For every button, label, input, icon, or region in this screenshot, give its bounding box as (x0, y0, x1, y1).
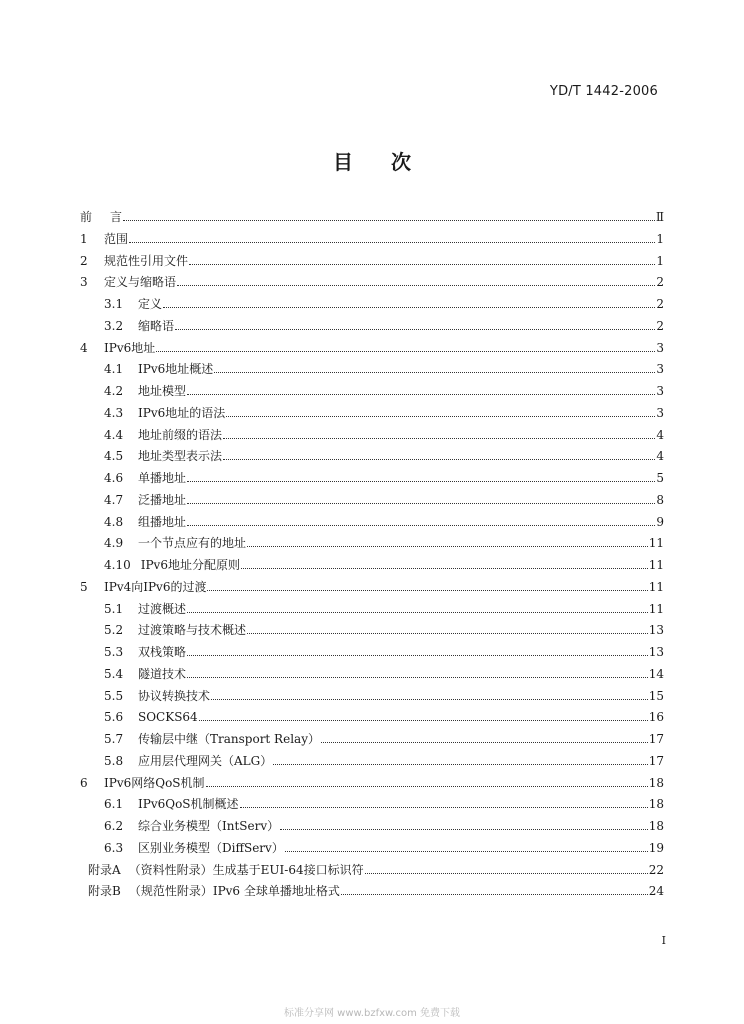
toc-entry-page: 3 (656, 405, 664, 420)
toc-entry-page: 9 (656, 514, 664, 529)
toc-leader-dots (187, 494, 655, 504)
toc-entry-label: IPv6网络QoS机制 (104, 775, 205, 790)
toc-entry-number: 5.4 (104, 666, 124, 681)
toc-leader-dots (365, 864, 648, 874)
toc-entry-label: 单播地址 (138, 471, 187, 485)
toc-entry[interactable] (104, 791, 664, 811)
toc-entry-label: 隧道技术 (138, 666, 187, 681)
toc-entry-number: 4.4 (104, 427, 124, 442)
toc-entry[interactable] (104, 617, 664, 637)
toc-entry-number: 3.2 (104, 318, 124, 333)
toc-leader-dots (129, 233, 655, 243)
toc-entry-number: 5.8 (104, 753, 124, 768)
toc-entry-label: 过渡概述 (138, 601, 187, 616)
toc-entry-label: 双栈策略 (138, 645, 187, 659)
toc-entry-number: 附录A (88, 862, 121, 877)
toc-entry-page: 4 (656, 427, 664, 442)
toc-entry[interactable] (104, 378, 664, 398)
toc-entry[interactable] (80, 204, 664, 224)
title-char-1: 目 (333, 150, 353, 174)
toc-entry-number: 2 (80, 253, 88, 268)
toc-entry-page: 11 (648, 601, 664, 616)
toc-entry-number: 4.8 (104, 514, 124, 529)
toc-entry-page: 4 (656, 449, 664, 464)
toc-entry[interactable] (104, 487, 664, 507)
toc-entry[interactable] (80, 770, 664, 790)
toc-entry-number: 5.3 (104, 645, 124, 659)
page-number: I (661, 934, 666, 947)
toc-entry-label: IPv4向IPv6的过渡 (104, 579, 207, 594)
toc-leader-dots (214, 363, 655, 373)
toc-entry-page: 18 (648, 775, 664, 790)
toc-entry-number: 前 (80, 210, 93, 224)
toc-entry-page: 1 (656, 253, 664, 268)
standard-code: YD/T 1442-2006 (549, 84, 658, 99)
toc-entry[interactable] (104, 443, 664, 463)
toc-entry-label: 组播地址 (138, 514, 187, 529)
toc-entry-page: 3 (656, 340, 664, 355)
toc-entry-number: 4 (80, 340, 88, 355)
toc-entry-number: 3.1 (104, 297, 124, 311)
toc-entry-number: 6.1 (104, 797, 124, 812)
toc-entry-number: 4.7 (104, 492, 124, 507)
toc-leader-dots (280, 820, 648, 830)
toc-leader-dots (187, 516, 655, 526)
toc-entry-number: 5 (80, 579, 88, 594)
toc-leader-dots (247, 624, 648, 634)
toc-leader-dots (187, 646, 648, 656)
toc-entry-label: IPv6地址概述 (138, 362, 214, 377)
toc-entry-page: 24 (648, 884, 664, 899)
toc-entry[interactable] (80, 226, 664, 246)
toc-entry-label: 言 (110, 210, 123, 224)
toc-entry-page: 19 (648, 840, 664, 855)
toc-leader-dots (187, 385, 655, 395)
toc-entry-page: 11 (648, 558, 664, 572)
toc-entry[interactable] (80, 574, 664, 594)
toc-entry-page: 14 (648, 666, 664, 681)
toc-entry-label: 过渡策略与技术概述 (138, 623, 247, 638)
toc-leader-dots (285, 842, 648, 852)
toc-leader-dots (273, 755, 647, 765)
toc-entry[interactable] (104, 313, 664, 333)
toc-entry-page: 1 (656, 231, 664, 246)
toc-entry-number: 4.3 (104, 405, 124, 420)
toc-entry-label: 范围 (104, 231, 129, 246)
toc-entry-label: 地址模型 (138, 384, 187, 398)
toc-entry-label: 区别业务模型（DiffServ） (138, 840, 284, 855)
toc-entry-number: 3 (80, 275, 88, 290)
toc-entry[interactable] (104, 356, 664, 376)
toc-entry-page: 13 (648, 645, 664, 659)
toc-entry-number: 5.1 (104, 601, 124, 616)
toc-entry-page: 11 (648, 536, 664, 551)
toc-entry-label: IPv6地址的语法 (138, 405, 226, 420)
toc-entry-page: 5 (656, 471, 664, 485)
toc-leader-dots (175, 320, 655, 330)
toc-leader-dots (187, 668, 648, 678)
toc-entry-label: 应用层代理网关（ALG） (138, 753, 273, 768)
toc-entry-number: 附录B (88, 884, 121, 899)
toc-leader-dots (123, 211, 655, 221)
toc-leader-dots (207, 581, 647, 591)
toc-entry-label: IPv6地址 (104, 340, 156, 355)
toc-entry-label: （规范性附录）IPv6 全球单播地址格式 (128, 884, 340, 899)
toc-entry-number: 4.9 (104, 536, 124, 551)
toc-entry-number: 5.6 (104, 710, 124, 725)
toc-entry-number: 4.5 (104, 449, 124, 464)
toc-entry-page: 16 (648, 710, 664, 725)
toc-entry-page: 11 (648, 579, 664, 594)
toc-entry[interactable] (104, 704, 664, 724)
toc-entry-label: SOCKS64 (138, 710, 198, 725)
toc-entry-page: Ⅱ (655, 210, 664, 224)
toc-entry-label: 综合业务模型（IntServ） (138, 819, 280, 833)
toc-entry[interactable] (104, 639, 664, 659)
toc-entry-label: 一个节点应有的地址 (138, 536, 247, 551)
toc-entry[interactable] (104, 291, 664, 311)
toc-entry-page: 15 (648, 688, 664, 703)
toc-entry[interactable] (104, 726, 664, 746)
toc-entry-page: 13 (648, 623, 664, 638)
toc-entry-number: 5.5 (104, 688, 124, 703)
toc-entry[interactable] (104, 422, 664, 442)
toc-entry[interactable] (104, 835, 664, 855)
toc-entry-page: 8 (656, 492, 664, 507)
toc-entry-number: 4.2 (104, 384, 124, 398)
toc-leader-dots (187, 472, 655, 482)
toc-entry[interactable] (104, 683, 664, 703)
toc-entry[interactable] (104, 400, 664, 420)
toc-leader-dots (156, 342, 655, 352)
watermark-text: 标准分享网 www.bzfxw.com 免费下载 (284, 1008, 460, 1019)
toc-entry-page: 3 (656, 362, 664, 377)
toc-entry-label: 泛播地址 (138, 492, 187, 507)
toc-leader-dots (241, 559, 648, 569)
toc-entry-number: 6.2 (104, 819, 124, 833)
toc-entry[interactable] (104, 813, 664, 833)
toc-entry-page: 3 (656, 384, 664, 398)
toc-leader-dots (163, 298, 655, 308)
toc-entry[interactable] (104, 465, 664, 485)
toc-entry[interactable] (104, 748, 664, 768)
toc-entry[interactable] (104, 552, 664, 572)
toc-entry-page: 22 (648, 862, 664, 877)
toc-entry-number: 5.2 (104, 623, 124, 638)
toc-entry-page: 2 (656, 318, 664, 333)
title-char-2: 次 (391, 150, 411, 174)
toc-entry-number: 5.7 (104, 732, 124, 746)
toc-entry-label: 定义与缩略语 (104, 275, 177, 290)
toc-entry-page: 2 (656, 297, 664, 311)
toc-leader-dots (247, 537, 648, 547)
toc-entry[interactable] (104, 509, 664, 529)
toc-leader-dots (341, 885, 648, 895)
toc-leader-dots (321, 733, 648, 743)
toc-leader-dots (206, 777, 648, 787)
toc-entry-page: 17 (648, 753, 664, 768)
toc-entry-number: 6 (80, 775, 88, 790)
toc-entry-page: 18 (648, 819, 664, 833)
toc-leader-dots (177, 276, 655, 286)
toc-entry[interactable] (104, 661, 664, 681)
toc-leader-dots (226, 407, 655, 417)
toc-entry[interactable] (80, 248, 664, 268)
toc-entry[interactable] (88, 857, 664, 877)
toc-entry[interactable] (80, 335, 664, 355)
toc-entry-label: IPv6QoS机制概述 (138, 797, 239, 812)
toc-leader-dots (187, 603, 648, 613)
toc-entry[interactable] (104, 530, 664, 550)
toc-leader-dots (211, 690, 648, 700)
toc-entry-number: 1 (80, 231, 88, 246)
toc-entry-label: （资料性附录）生成基于EUI-64接口标识符 (128, 862, 364, 877)
toc-entry-page: 2 (656, 275, 664, 290)
toc-entry[interactable] (104, 596, 664, 616)
toc-entry-number: 6.3 (104, 840, 124, 855)
toc-entry-number: 4.1 (104, 362, 124, 377)
toc-entry-label: IPv6地址分配原则 (140, 558, 240, 572)
toc-entry-label: 规范性引用文件 (104, 253, 189, 268)
toc-leader-dots (189, 255, 655, 265)
toc-leader-dots (199, 711, 648, 721)
toc-leader-dots (240, 798, 648, 808)
toc-entry-number: 4.10 (104, 558, 131, 572)
toc-entry-number: 4.6 (104, 471, 124, 485)
toc-entry-label: 定义 (138, 297, 163, 311)
toc-leader-dots (223, 450, 655, 460)
toc-entry-label: 缩略语 (138, 318, 175, 333)
toc-entry[interactable] (88, 878, 664, 898)
toc-entry-label: 协议转换技术 (138, 688, 211, 703)
toc-entry-page: 17 (648, 732, 664, 746)
toc-leader-dots (223, 429, 655, 439)
toc-entry-label: 传输层中继（Transport Relay） (138, 732, 320, 746)
toc-entry-label: 地址前缀的语法 (138, 427, 223, 442)
toc-entry-label: 地址类型表示法 (138, 449, 223, 464)
toc-entry-page: 18 (648, 797, 664, 812)
toc-entry[interactable] (80, 269, 664, 289)
